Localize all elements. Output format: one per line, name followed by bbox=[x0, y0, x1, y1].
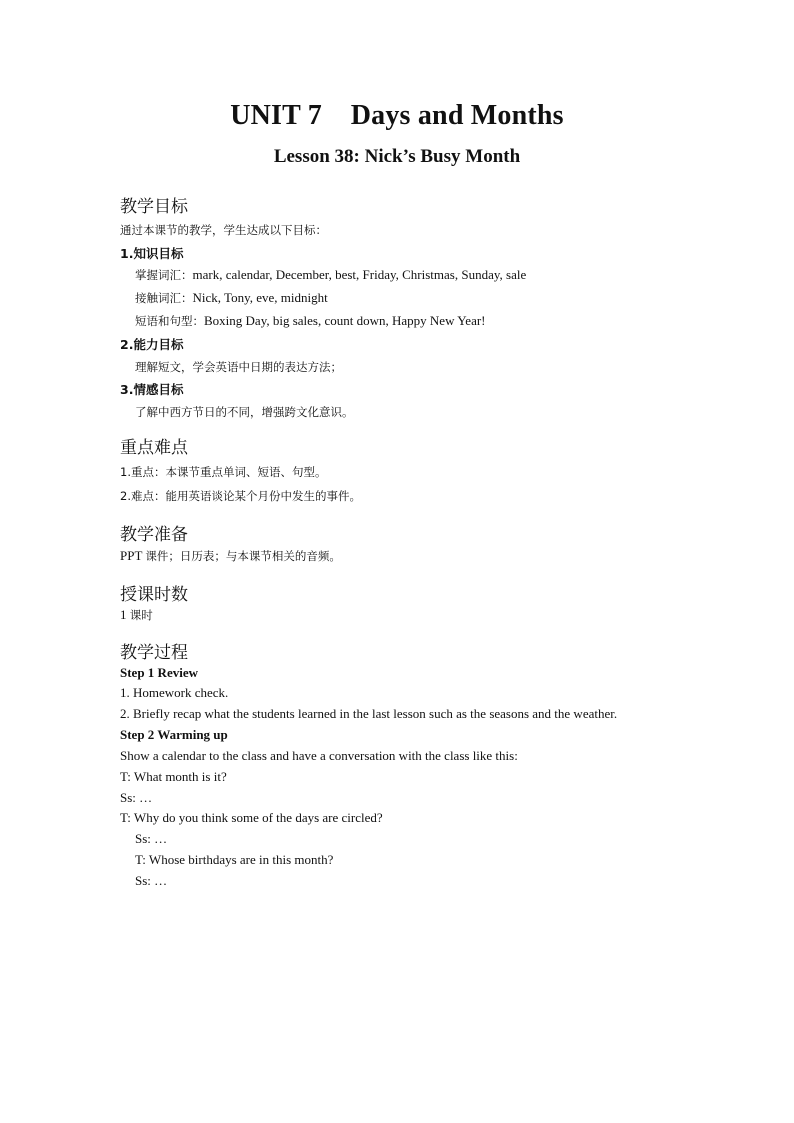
key-point-1-text: 本课节重点单词、短语、句型。 bbox=[165, 465, 327, 479]
preparation-text: 课件；日历表；与本课节相关的音频。 bbox=[145, 549, 341, 563]
step-2-indented-line: Ss: … bbox=[135, 873, 168, 888]
key-points-heading: 重点难点 bbox=[120, 438, 188, 458]
key-point-1-label: 1.重点： bbox=[120, 465, 166, 479]
step-2-line: Show a calendar to the class and have a conversation with the class like this: bbox=[120, 748, 518, 763]
step-2-line: T: What month is it? bbox=[120, 769, 227, 784]
mastery-vocab-label: 掌握词汇： bbox=[135, 268, 193, 282]
contact-vocab-words: Nick, Tony, eve, midnight bbox=[192, 290, 328, 305]
key-point-2-label: 2.难点： bbox=[120, 489, 166, 503]
hours-text: 课时 bbox=[129, 608, 153, 622]
contact-vocab-line bbox=[135, 290, 328, 306]
preparation-prefix: PPT bbox=[120, 548, 146, 563]
process-heading: 教学过程 bbox=[120, 643, 188, 663]
goals-intro: 通过本课节的教学，学生达成以下目标： bbox=[120, 223, 327, 237]
step-2-indented-line: T: Whose birthdays are in this month? bbox=[135, 852, 334, 867]
ability-goal-text: 理解短文，学会英语中日期的表达方法； bbox=[135, 360, 342, 374]
step-2-indented-line: Ss: … bbox=[135, 831, 168, 846]
key-point-1 bbox=[120, 464, 326, 480]
key-point-2-text: 能用英语谈论某个月份中发生的事件。 bbox=[165, 489, 361, 503]
phrases-line bbox=[135, 313, 486, 329]
step-2-line: T: Why do you think some of the days are circled? bbox=[120, 810, 383, 825]
step-2-heading: Step 2 Warming up bbox=[120, 727, 228, 742]
ability-goal-heading: 2.能力目标 bbox=[120, 337, 184, 352]
phrases-label: 短语和句型： bbox=[135, 314, 204, 328]
emotion-goal-heading: 3.情感目标 bbox=[120, 382, 184, 397]
key-point-2 bbox=[120, 488, 361, 504]
unit-title: UNIT 7 Days and Months bbox=[230, 100, 564, 131]
step-1-line: 1. Homework check. bbox=[120, 685, 229, 700]
preparation-text-line bbox=[120, 548, 341, 564]
goals-heading: 教学目标 bbox=[120, 197, 188, 217]
contact-vocab-label: 接触词汇： bbox=[135, 291, 193, 305]
hours-heading: 授课时数 bbox=[120, 585, 188, 605]
mastery-vocab-words: mark, calendar, December, best, Friday, Christmas, Sunday, sale bbox=[192, 267, 527, 282]
lesson-title: Lesson 38: Nick’s Busy Month bbox=[273, 146, 521, 167]
step-1-heading: Step 1 Review bbox=[120, 665, 198, 680]
step-1-line: 2. Briefly recap what the students learned in the last lesson such as the seasons and the weather. bbox=[120, 706, 618, 721]
hours-text-line bbox=[120, 607, 153, 623]
mastery-vocab-line bbox=[135, 267, 526, 283]
preparation-heading: 教学准备 bbox=[120, 525, 188, 545]
knowledge-goal-heading: 1.知识目标 bbox=[120, 246, 184, 261]
emotion-goal-text: 了解中西方节日的不同，增强跨文化意识。 bbox=[135, 405, 354, 419]
phrases-words: Boxing Day, big sales, count down, Happy New Year! bbox=[204, 313, 486, 328]
step-2-line: Ss: … bbox=[120, 790, 153, 805]
hours-prefix: 1 bbox=[120, 607, 130, 622]
